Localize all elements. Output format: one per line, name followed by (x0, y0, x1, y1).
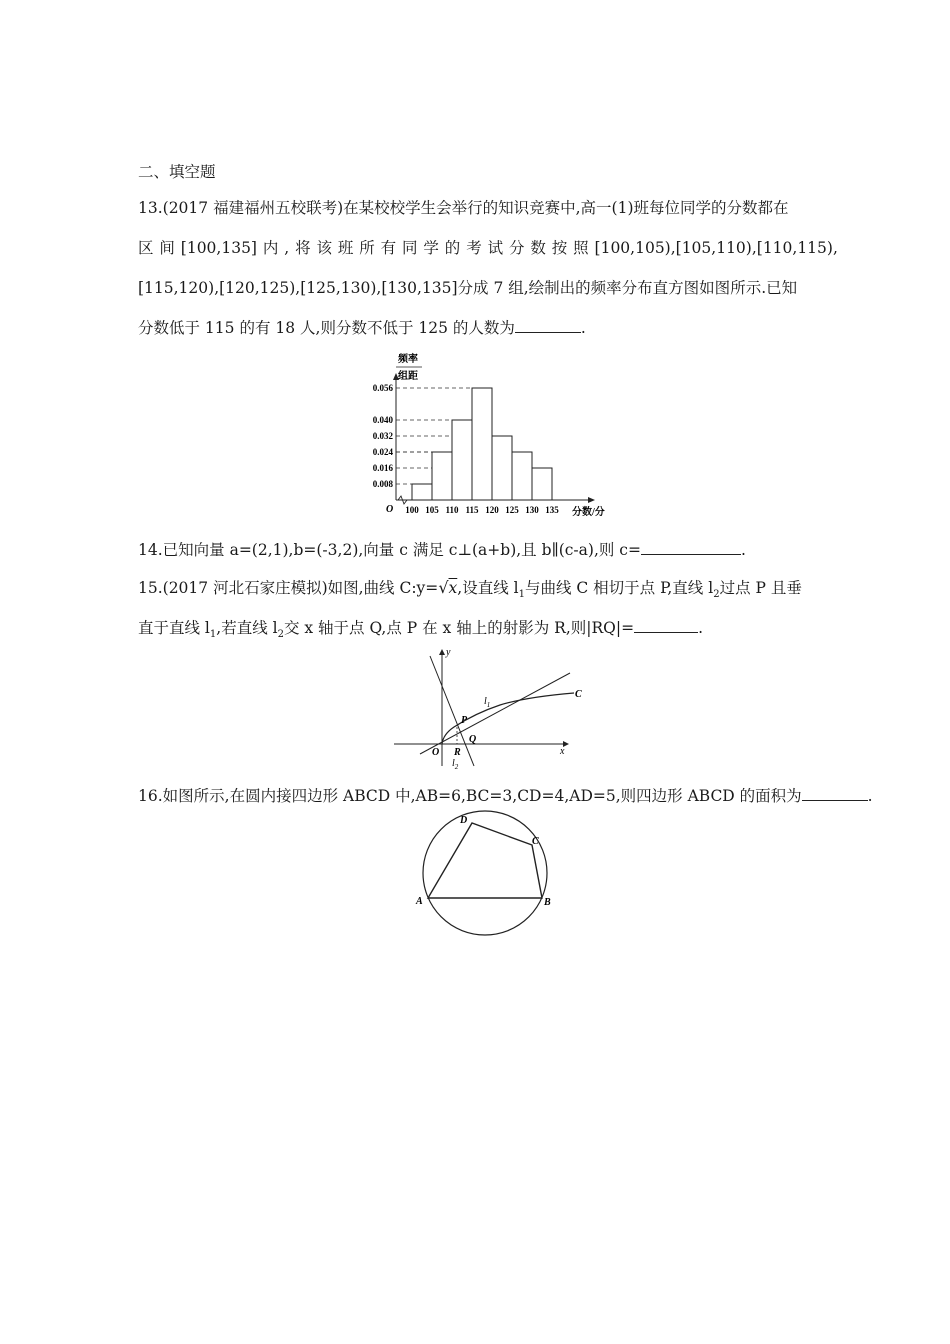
y-label: y (446, 647, 451, 658)
q13-line2-part: 试 (487, 239, 504, 257)
q13-line2-part: 照 (573, 239, 589, 257)
q13-line2-part: 学 (423, 239, 439, 257)
q13-line2-part: 该 (316, 239, 332, 257)
p-label: P (461, 715, 468, 726)
sqrt-radicand: x (448, 579, 458, 597)
vertex-a-label: A (416, 896, 423, 907)
answer-blank-q16[interactable] (802, 786, 868, 801)
q13-line3: [115,120),[120,125),[125,130),[130,135]分成 7 组,绘制出的频率分布直方图如图所示.已知 (138, 279, 798, 297)
answer-blank-q13[interactable] (515, 318, 581, 333)
q13-line2-part: 考 (466, 239, 482, 257)
q15-line1-part-a: 15.(2017 河北石家庄模拟)如图,曲线 C:y= (138, 579, 439, 597)
q13-line2-part: 同 (402, 239, 418, 257)
q16-period: . (867, 787, 873, 805)
tangent-line-figure (390, 644, 590, 774)
q13-line2-part: 数 (530, 239, 546, 257)
c-label: C (575, 689, 582, 700)
histogram-bar (452, 420, 472, 500)
histogram-bar (532, 468, 552, 500)
q13-line4-text: 分数低于 115 的有 18 人,则分数不低于 125 的人数为 (138, 319, 515, 337)
q13-line2-part: 按 (551, 239, 568, 257)
x-tick-label: 120 (485, 505, 499, 515)
q15-line2 (138, 618, 703, 645)
y-axis-label-bottom: 组距 (398, 371, 418, 382)
histogram-bar (432, 452, 452, 500)
y-tick-label: 0.032 (372, 431, 393, 441)
x-axis-label: 分数/分 (572, 507, 605, 518)
q13-line4 (138, 318, 586, 338)
histogram-bar (492, 436, 512, 500)
q13-line2-part: 所 (359, 239, 375, 257)
y-tick-label: 0.008 (372, 479, 393, 489)
y-tick-label: 0.016 (372, 463, 393, 473)
q15-line1 (138, 578, 802, 605)
q15-line1-part-c: 与曲线 C 相切于点 P,直线 l (524, 579, 714, 597)
q15-line2-part-b: ,若直线 l (216, 619, 278, 637)
q15-sub1: 1 (518, 589, 525, 601)
q15-sub3: 1 (209, 629, 217, 641)
q15-period: . (698, 619, 703, 637)
histogram-bar (512, 452, 532, 500)
x-tick-label: 135 (545, 505, 559, 515)
r-label: R (454, 747, 461, 758)
x-tick-label: 130 (525, 505, 539, 515)
q15-line2-part-a: 直于直线 l (138, 619, 210, 637)
q13-line2-part: 将 (295, 239, 311, 257)
x-tick-label: 105 (425, 505, 439, 515)
q13-line1: 13.(2017 福建福州五校联考)在某校校学生会举行的知识竞赛中,高一(1)班每位同学的分数都在 (138, 199, 789, 217)
q14-line (138, 540, 746, 560)
l1-label: $l_1$ (484, 696, 491, 709)
q13-line2-part: 分 (508, 239, 525, 257)
q13-line2-part: , (284, 239, 290, 257)
q13-line2 (138, 238, 838, 258)
q13-line2-part: 间 (159, 239, 175, 257)
q13-line2-part: 内 (262, 239, 279, 257)
q15-line1-part-d: 过点 P 且垂 (719, 579, 802, 597)
y-tick-label: 0.024 (372, 447, 393, 457)
y-tick-label: 0.040 (372, 415, 393, 425)
q14-period: . (740, 541, 746, 559)
vertex-d-label: D (460, 815, 468, 826)
answer-blank-q15[interactable] (634, 618, 698, 633)
q14-text: 14.已知向量 a=(2,1),b=(-3,2),向量 c 满足 c⊥(a+b),且 b∥(c-a),则 c= (138, 541, 641, 559)
answer-blank-q14[interactable] (641, 540, 741, 555)
o-label: O (432, 747, 440, 758)
q15-line1-part-b: ,设直线 l (457, 579, 519, 597)
vertex-c-label: C (532, 836, 539, 847)
circumcircle (423, 811, 547, 935)
histogram-bar (472, 388, 492, 500)
histogram-figure (362, 352, 622, 522)
x-tick-label: 110 (445, 505, 459, 515)
sqrt-symbol: √ (438, 578, 449, 597)
q13-line2-part: [100,105),[105,110),[110,115), (594, 239, 838, 257)
section-title: 二、填空题 (138, 163, 216, 181)
origin-label: O (386, 504, 394, 515)
q13-line2-part: 班 (337, 239, 354, 257)
x-label: x (560, 746, 565, 757)
x-tick-label: 100 (405, 505, 419, 515)
q15-sub4: 2 (277, 629, 284, 641)
q-label: Q (469, 734, 477, 745)
q13-line2-part: 区 (138, 239, 154, 257)
histogram-bar (412, 484, 432, 500)
l2-label: $l_2$ (452, 758, 459, 771)
quadrilateral-abcd (428, 823, 542, 898)
y-tick-label: 0.056 (372, 383, 393, 393)
q16-line (138, 786, 873, 806)
q13-line2-part: [100,135] (180, 239, 257, 257)
cyclic-quadrilateral-figure (410, 808, 560, 948)
vertex-b-label: B (544, 897, 551, 908)
q13-line2-part: 的 (444, 239, 461, 257)
q16-text: 16.如图所示,在圆内接四边形 ABCD 中,AB=6,BC=3,CD=4,AD=5,则四边形 ABCD 的面积为 (138, 787, 802, 805)
q15-line2-part-c: 交 x 轴于点 Q,点 P 在 x 轴上的射影为 R,则|RQ|= (283, 619, 635, 637)
y-axis-label-top: 频率 (398, 354, 418, 365)
x-tick-label: 125 (505, 505, 519, 515)
q13-period: . (580, 319, 586, 337)
x-tick-label: 115 (465, 505, 479, 515)
q15-sub2: 2 (713, 589, 720, 601)
q13-line2-part: 有 (380, 239, 397, 257)
